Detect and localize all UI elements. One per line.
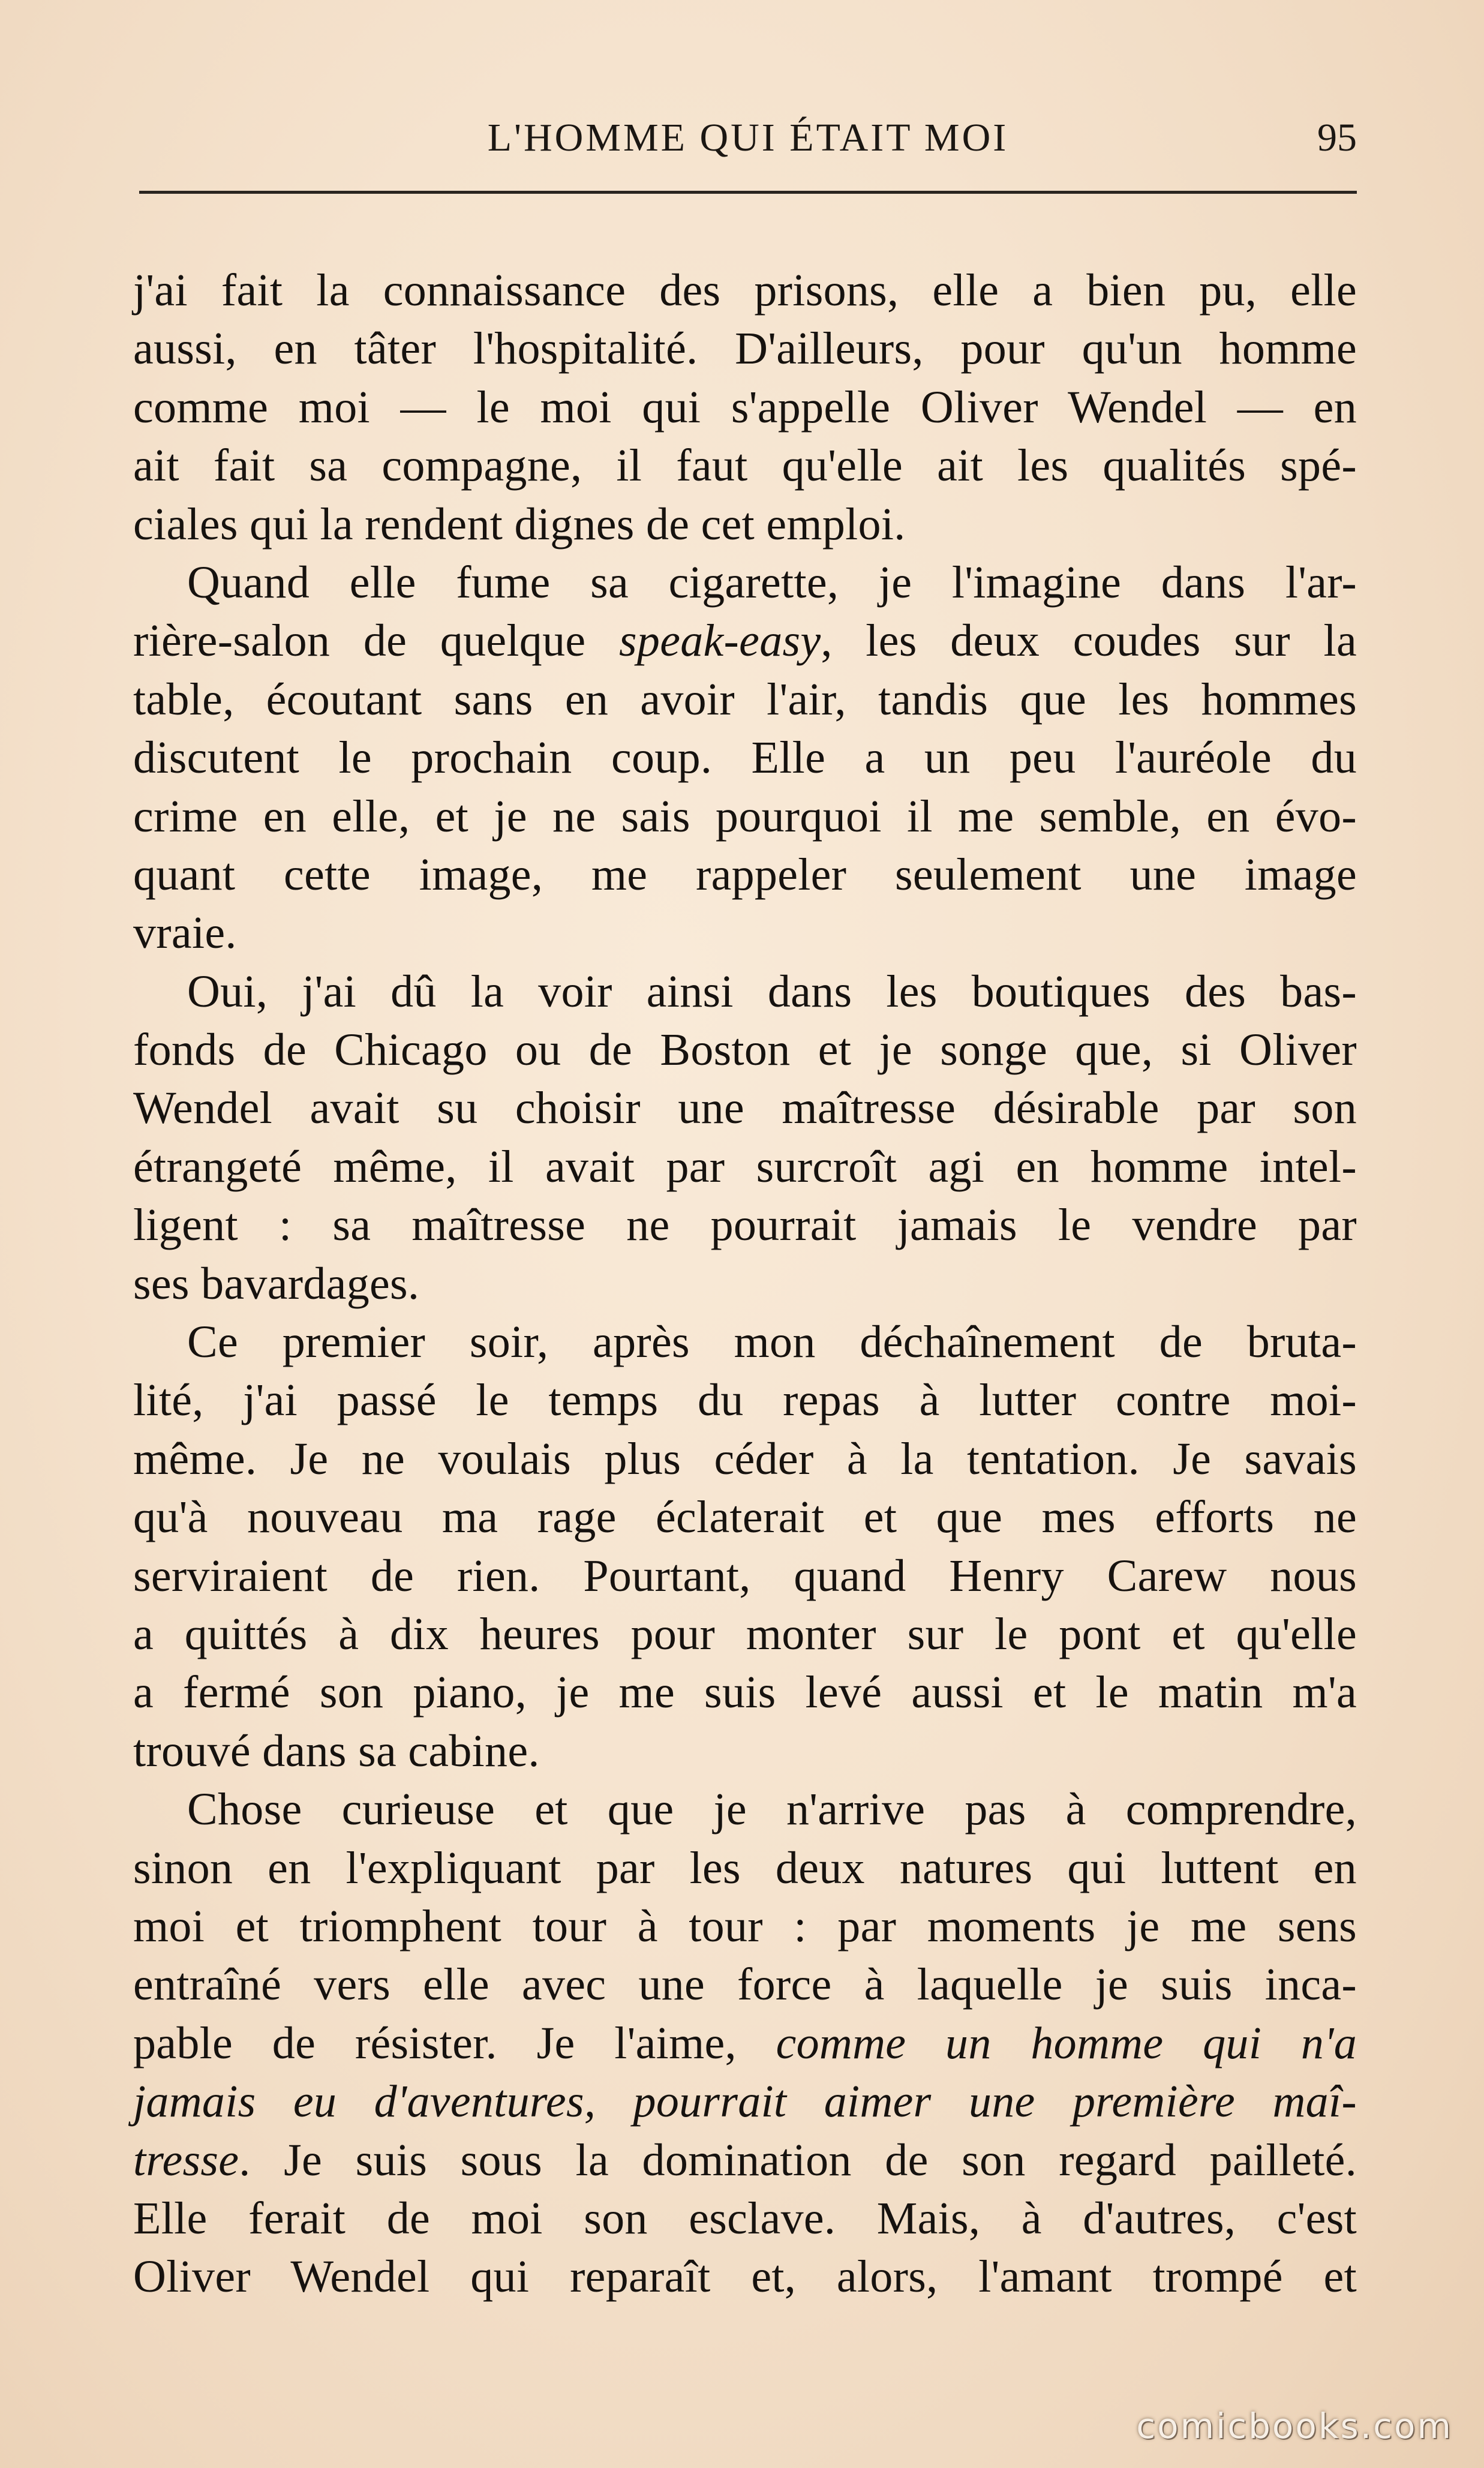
text-line — [133, 379, 1357, 437]
text-span: fonds de Chicago ou de Boston et je songe que, si Oliver — [133, 1025, 1357, 1076]
text-span: j'ai fait la connaissance des prisons, elle a bien pu, elle — [133, 265, 1357, 316]
text-line — [133, 1897, 1357, 1956]
text-span: vraie. — [133, 908, 237, 959]
watermark: comicbooks.com — [1136, 2406, 1453, 2446]
text-line — [133, 2248, 1357, 2306]
text-line — [133, 1255, 1357, 1313]
italic-text: tresse — [133, 2134, 239, 2185]
text-line — [133, 1547, 1357, 1605]
text-span: table, écoutant sans en avoir l'air, tandis que les hommes — [133, 674, 1357, 725]
text-line — [133, 1605, 1357, 1664]
text-span: discutent le prochain coup. Elle a un peu l'auréole du — [133, 732, 1357, 783]
text-line — [133, 496, 1357, 554]
text-line — [133, 963, 1357, 1021]
text-span: ses bavardages. — [133, 1258, 420, 1309]
text-span: lité, j'ai passé le temps du repas à lutter contre moi- — [133, 1375, 1357, 1426]
text-span: Wendel avait su choisir une maîtresse désirable par son — [133, 1083, 1357, 1134]
text-line — [133, 1722, 1357, 1781]
text-line — [133, 2014, 1357, 2073]
text-span: entraîné vers elle avec une force à laquelle je suis inca- — [133, 1959, 1357, 2010]
text-span: Ce premier soir, après mon déchaînement de bruta- — [187, 1317, 1357, 1368]
body-text — [133, 262, 1357, 2307]
text-span: . Je suis sous la domination de son regard pailleté. — [239, 2134, 1357, 2185]
text-line — [133, 2073, 1357, 2131]
italic-text: speak-easy — [619, 616, 821, 666]
text-span: étrangeté même, il avait par surcroît agi en homme intel- — [133, 1141, 1357, 1192]
text-line — [133, 1196, 1357, 1254]
text-span: a fermé son piano, je me suis levé aussi et le matin m'a — [133, 1667, 1357, 1718]
text-span: a quittés à dix heures pour monter sur le pont et qu'elle — [133, 1608, 1357, 1659]
text-line — [133, 788, 1357, 846]
text-line — [133, 1313, 1357, 1371]
text-line — [133, 846, 1357, 904]
text-span: trouvé dans sa cabine. — [133, 1725, 540, 1776]
text-span: ciales qui la rendent dignes de cet emploi. — [133, 499, 906, 550]
text-line — [133, 262, 1357, 320]
header-rule — [139, 191, 1357, 194]
text-line — [133, 1781, 1357, 1839]
text-line — [133, 904, 1357, 962]
text-span: aussi, en tâter l'hospitalité. D'ailleurs, pour qu'un homme — [133, 323, 1357, 374]
text-span: Oui, j'ai dû la voir ainsi dans les boutiques des bas- — [187, 966, 1357, 1017]
running-head: L'HOMME QUI ÉTAIT MOI — [487, 116, 1009, 160]
text-span: Oliver Wendel qui reparaît et, alors, l'amant trompé et — [133, 2251, 1357, 2302]
text-line — [133, 612, 1357, 670]
text-span: Elle ferait de moi son esclave. Mais, à d'autres, c'est — [133, 2193, 1357, 2244]
text-line — [133, 1138, 1357, 1196]
text-span: sinon en l'expliquant par les deux natures qui luttent en — [133, 1842, 1357, 1893]
text-span: moi et triomphent tour à tour : par moments je me sens — [133, 1900, 1357, 1951]
page-number: 95 — [1317, 116, 1357, 160]
text-span: même. Je ne voulais plus céder à la tentation. Je savais — [133, 1433, 1357, 1484]
text-span: , les deux coudes sur la — [821, 616, 1357, 666]
text-span: Chose curieuse et que je n'arrive pas à comprendre, — [187, 1784, 1357, 1835]
text-line — [133, 1430, 1357, 1488]
text-line — [133, 1079, 1357, 1137]
text-span: ligent : sa maîtresse ne pourrait jamais le vendre par — [133, 1200, 1357, 1251]
text-span: rière-salon de quelque — [133, 616, 620, 666]
text-line — [133, 2131, 1357, 2190]
text-line — [133, 729, 1357, 787]
text-line — [133, 1664, 1357, 1722]
text-line — [133, 1956, 1357, 2014]
text-line — [133, 320, 1357, 378]
text-line — [133, 1488, 1357, 1547]
text-line — [133, 554, 1357, 612]
text-line — [133, 671, 1357, 729]
text-line — [133, 1371, 1357, 1430]
italic-text: jamais eu d'aventures, pourrait aimer une première maî- — [133, 2076, 1357, 2127]
text-line — [133, 437, 1357, 495]
text-span: Quand elle fume sa cigarette, je l'imagine dans l'ar- — [187, 557, 1357, 608]
text-span: serviraient de rien. Pourtant, quand Henry Carew nous — [133, 1550, 1357, 1601]
text-span: pable de résister. Je l'aime, — [133, 2017, 776, 2068]
text-line — [133, 1839, 1357, 1897]
text-span: crime en elle, et je ne sais pourquoi il me semble, en évo- — [133, 791, 1357, 842]
italic-text: comme un homme qui n'a — [776, 2017, 1357, 2068]
text-span: qu'à nouveau ma rage éclaterait et que mes efforts ne — [133, 1492, 1357, 1543]
page-header — [139, 107, 1357, 173]
text-span: quant cette image, me rappeler seulement une image — [133, 849, 1357, 900]
text-span: comme moi — le moi qui s'appelle Oliver Wendel — en — [133, 382, 1357, 433]
text-line — [133, 1021, 1357, 1079]
text-span: ait fait sa compagne, il faut qu'elle ait les qualités spé- — [133, 440, 1357, 491]
text-line — [133, 2190, 1357, 2248]
